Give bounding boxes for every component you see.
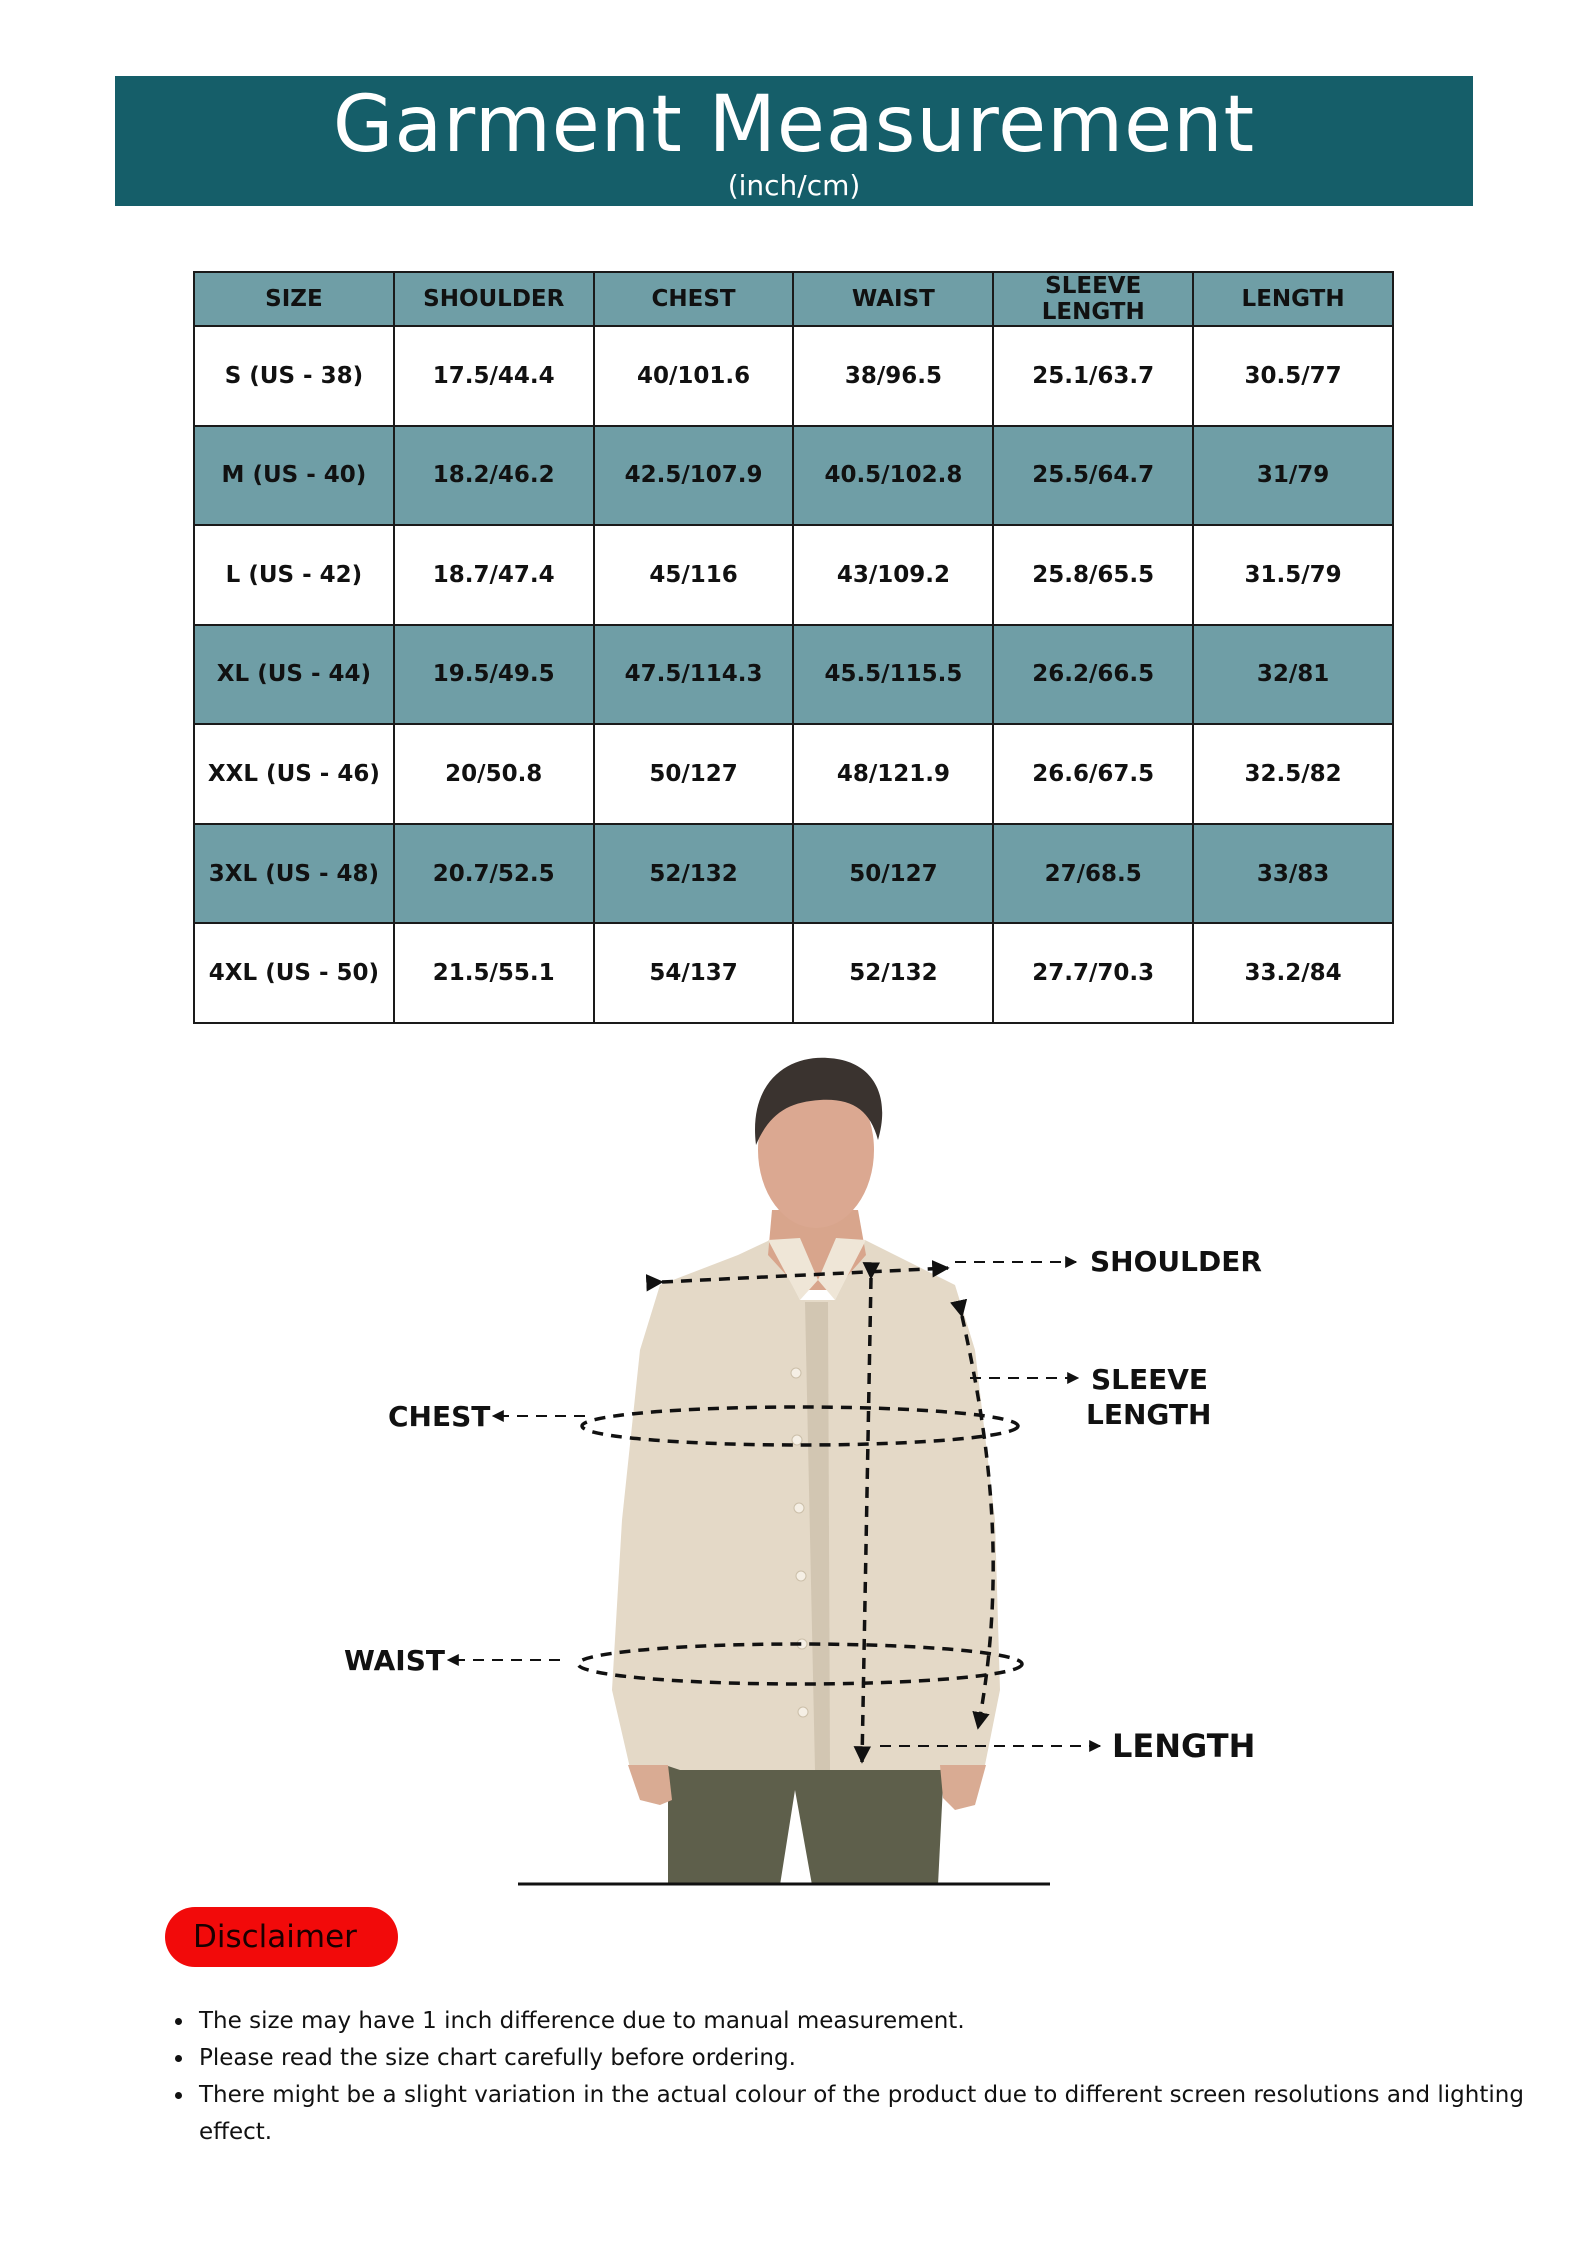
table-cell: 43/109.2: [793, 525, 993, 625]
table-row: [194, 326, 1393, 426]
right-hand: [940, 1765, 986, 1810]
table-cell: 21.5/55.1: [394, 923, 594, 1023]
table-cell: 25.5/64.7: [993, 426, 1193, 526]
header-shoulder: SHOULDER: [394, 272, 594, 326]
table-cell: 20.7/52.5: [394, 824, 594, 924]
table-cell: 48/121.9: [793, 724, 993, 824]
header-sleeve-length: SLEEVE LENGTH: [993, 272, 1193, 326]
model-figure: [612, 1058, 1000, 1885]
table-cell: 40.5/102.8: [793, 426, 993, 526]
table-cell: 52/132: [793, 923, 993, 1023]
table-cell: 45/116: [594, 525, 794, 625]
table-cell: 18.7/47.4: [394, 525, 594, 625]
table-cell: L (US - 42): [194, 525, 394, 625]
table-cell: 27.7/70.3: [993, 923, 1193, 1023]
list-item: • There might be a slight variation in the actual colour of the product due to different screen resolutions and lighting effect.: [195, 2077, 1535, 2151]
table-cell: 50/127: [793, 824, 993, 924]
table-cell: 26.6/67.5: [993, 724, 1193, 824]
waist-label: WAIST: [344, 1644, 445, 1677]
table-cell: 31/79: [1193, 426, 1393, 526]
table-cell: 47.5/114.3: [594, 625, 794, 725]
table-cell: S (US - 38): [194, 326, 394, 426]
table-cell: 18.2/46.2: [394, 426, 594, 526]
shoulder-label: SHOULDER: [1090, 1245, 1262, 1278]
header-size: SIZE: [194, 272, 394, 326]
table-cell: 42.5/107.9: [594, 426, 794, 526]
table-cell: 30.5/77: [1193, 326, 1393, 426]
chest-label: CHEST: [388, 1400, 491, 1433]
left-hand: [628, 1765, 672, 1805]
table-cell: 26.2/66.5: [993, 625, 1193, 725]
table-cell: 4XL (US - 50): [194, 923, 394, 1023]
table-cell: 25.8/65.5: [993, 525, 1193, 625]
table-row: [194, 525, 1393, 625]
measurement-diagram: [0, 1040, 1583, 1900]
table-row: [194, 923, 1393, 1023]
table-cell: 20/50.8: [394, 724, 594, 824]
header-chest: CHEST: [594, 272, 794, 326]
table-row: [194, 824, 1393, 924]
table-cell: 19.5/49.5: [394, 625, 594, 725]
table-cell: XXL (US - 46): [194, 724, 394, 824]
table-cell: 17.5/44.4: [394, 326, 594, 426]
table-cell: 3XL (US - 48): [194, 824, 394, 924]
table-cell: 32.5/82: [1193, 724, 1393, 824]
table-header-row: [194, 272, 1393, 326]
sleeve-label-line1: SLEEVE: [1091, 1363, 1209, 1396]
table-row: [194, 625, 1393, 725]
table-cell: 33.2/84: [1193, 923, 1393, 1023]
table-cell: 33/83: [1193, 824, 1393, 924]
disclaimer-notes: [165, 2003, 1535, 2151]
table-cell: 50/127: [594, 724, 794, 824]
sleeve-label-line2: LENGTH: [1086, 1398, 1212, 1431]
table-cell: 25.1/63.7: [993, 326, 1193, 426]
header-banner: [115, 76, 1473, 206]
table-cell: 38/96.5: [793, 326, 993, 426]
list-item: • The size may have 1 inch difference due to manual measurement.: [195, 2003, 1535, 2040]
table-cell: XL (US - 44): [194, 625, 394, 725]
table-cell: 31.5/79: [1193, 525, 1393, 625]
table-cell: 32/81: [1193, 625, 1393, 725]
table-cell: M (US - 40): [194, 426, 394, 526]
table-row: [194, 724, 1393, 824]
length-label: LENGTH: [1112, 1727, 1256, 1765]
list-item: • Please read the size chart carefully before ordering.: [195, 2040, 1535, 2077]
table-cell: 27/68.5: [993, 824, 1193, 924]
table-cell: 54/137: [594, 923, 794, 1023]
size-chart-table: [193, 271, 1394, 1024]
page-title: Garment Measurement: [332, 80, 1256, 170]
table-cell: 45.5/115.5: [793, 625, 993, 725]
header-length: LENGTH: [1193, 272, 1393, 326]
page-subtitle: (inch/cm): [727, 169, 861, 202]
table-cell: 40/101.6: [594, 326, 794, 426]
disclaimer-badge: Disclaimer: [165, 1907, 398, 1967]
table-row: [194, 426, 1393, 526]
header-waist: WAIST: [793, 272, 993, 326]
table-cell: 52/132: [594, 824, 794, 924]
